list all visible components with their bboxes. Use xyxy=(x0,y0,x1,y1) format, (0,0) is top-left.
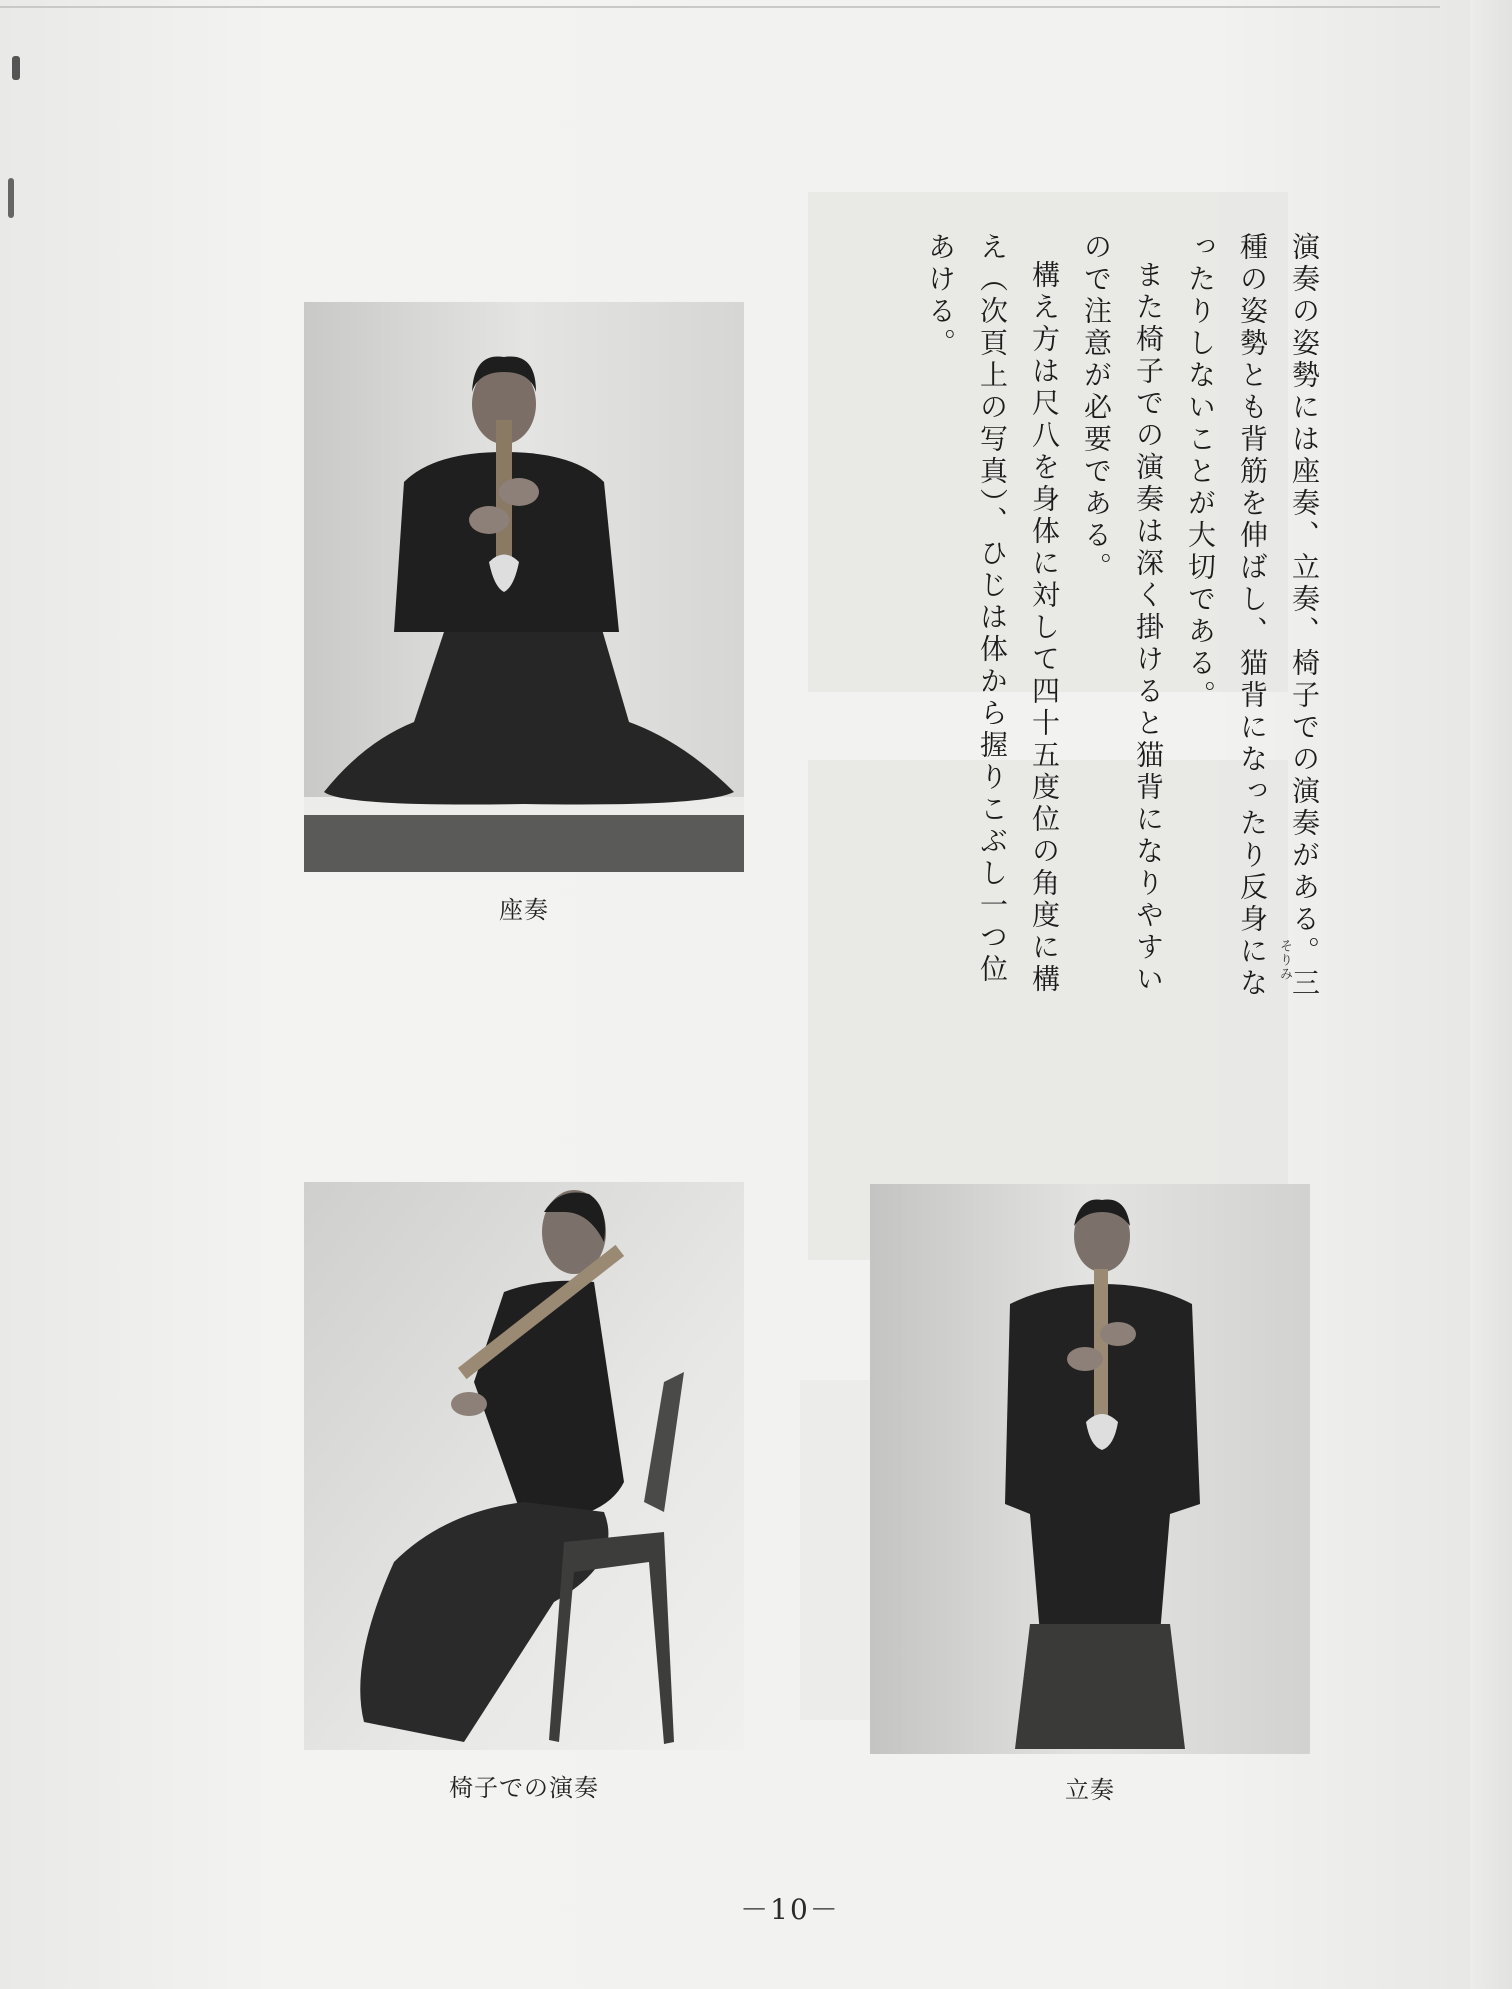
photo-chair xyxy=(304,1182,744,1750)
caption-chair: 椅子での演奏 xyxy=(449,1774,599,1802)
paragraph: 構え方は尺八を身体に対して四十五度位の角度に構え（次頁上の写真）、ひじは体から握りこぶし一つ位あける。 xyxy=(924,232,1061,996)
scan-mark xyxy=(12,56,20,80)
page-number: －10－ xyxy=(740,1893,840,1926)
photo-standing xyxy=(870,1184,1310,1754)
caption-seated: 座奏 xyxy=(499,896,549,924)
paragraph: 演奏の姿勢には座奏、立奏、椅子での演奏がある。三種の姿勢とも背筋を伸ばし、猫背になったり反身になったりしないことが大切である。 xyxy=(1184,232,1321,1000)
body-text xyxy=(924,232,1330,1012)
photo-seated xyxy=(304,302,744,872)
paragraph: また椅子での演奏は深く掛けると猫背になりやすいので注意が必要である。 xyxy=(1080,232,1165,996)
page-edge xyxy=(1470,0,1512,1989)
ruby-annotation: そりみ xyxy=(1277,939,1292,981)
scan-mark xyxy=(8,178,14,218)
caption-standing: 立奏 xyxy=(1065,1776,1115,1804)
top-rule xyxy=(0,6,1440,8)
